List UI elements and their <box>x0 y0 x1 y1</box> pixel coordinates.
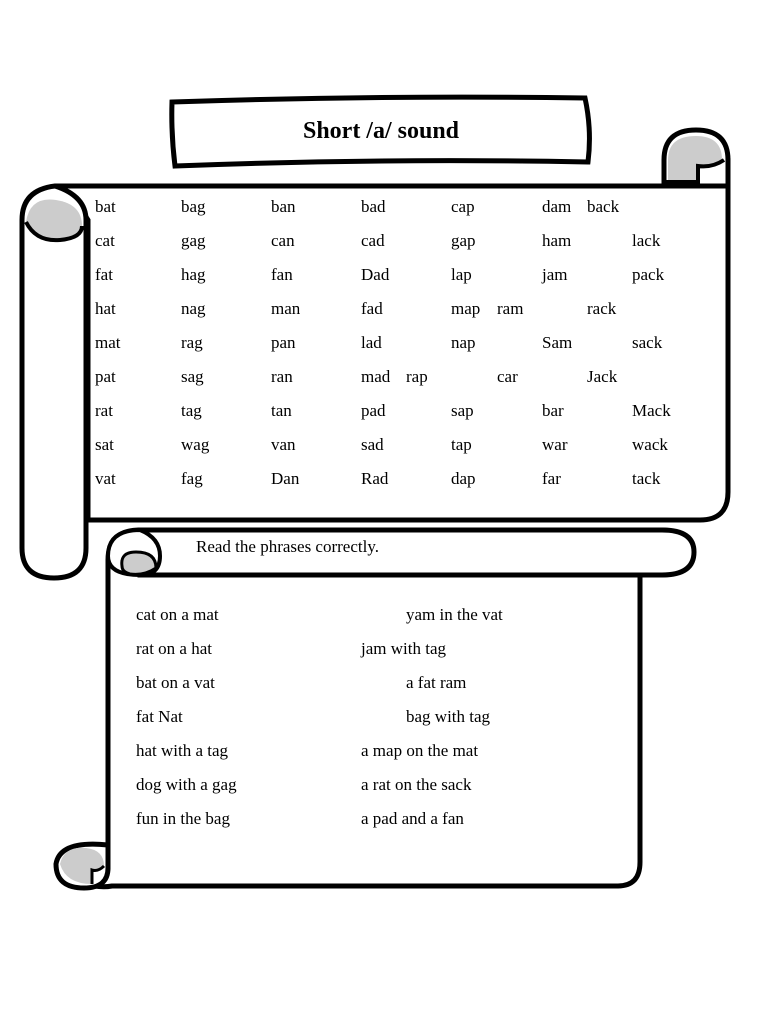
word-item: mad <box>361 367 391 386</box>
word-item: sag <box>181 367 204 386</box>
phrase-item: a fat ram <box>406 673 467 692</box>
word-item: cap <box>451 197 475 216</box>
word-item: war <box>542 435 568 454</box>
word-item: nap <box>451 333 476 352</box>
word-item: ham <box>542 231 572 250</box>
word-item: rap <box>406 367 428 386</box>
word-item: sack <box>632 333 663 352</box>
word-item: sad <box>361 435 384 454</box>
word-item: Dan <box>271 469 300 488</box>
word-item: pad <box>361 401 386 420</box>
phrase-item: cat on a mat <box>136 605 219 624</box>
word-item: map <box>451 299 481 318</box>
word-item: wack <box>632 435 668 454</box>
word-item: pat <box>95 367 116 386</box>
word-item: hat <box>95 299 116 318</box>
phrase-item: jam with tag <box>361 639 446 658</box>
word-item: lack <box>632 231 661 250</box>
phrase-item: fat Nat <box>136 707 183 726</box>
word-item: can <box>271 231 295 250</box>
word-item: back <box>587 197 620 216</box>
word-item: tag <box>181 401 202 420</box>
word-item: lap <box>451 265 472 284</box>
word-item: nag <box>181 299 206 318</box>
word-item: cat <box>95 231 115 250</box>
left-roll <box>22 186 86 578</box>
word-item: rag <box>181 333 203 352</box>
word-item: bar <box>542 401 564 420</box>
word-item: jam <box>542 265 568 284</box>
word-item: lad <box>361 333 382 352</box>
instruction-text: Read the phrases correctly. <box>196 537 379 556</box>
word-item: tap <box>451 435 472 454</box>
word-item: pack <box>632 265 665 284</box>
phrase-item: a pad and a fan <box>361 809 464 828</box>
word-item: van <box>271 435 296 454</box>
word-item: cad <box>361 231 385 250</box>
word-item: pan <box>271 333 296 352</box>
word-item: vat <box>95 469 116 488</box>
word-item: gag <box>181 231 206 250</box>
phrase-item: fun in the bag <box>136 809 230 828</box>
word-scroll-body <box>55 154 728 520</box>
phrase-item: bag with tag <box>406 707 491 726</box>
phrase-item: hat with a tag <box>136 741 229 760</box>
word-item: man <box>271 299 301 318</box>
phrase-item: a rat on the sack <box>361 775 472 794</box>
word-item: rat <box>95 401 113 420</box>
word-item: tan <box>271 401 292 420</box>
word-item: Rad <box>361 469 389 488</box>
word-item: sat <box>95 435 114 454</box>
word-item: fad <box>361 299 383 318</box>
word-item: Mack <box>632 401 671 420</box>
word-item: ban <box>271 197 296 216</box>
word-item: bad <box>361 197 386 216</box>
word-item: Jack <box>587 367 618 386</box>
word-item: far <box>542 469 561 488</box>
word-item: car <box>497 367 518 386</box>
word-item: dap <box>451 469 476 488</box>
word-item: fat <box>95 265 113 284</box>
word-item: Dad <box>361 265 390 284</box>
phrase-item: bat on a vat <box>136 673 215 692</box>
word-item: sap <box>451 401 474 420</box>
page-title: Short /a/ sound <box>302 117 460 144</box>
phrase-item: yam in the vat <box>406 605 503 624</box>
word-item: bag <box>181 197 206 216</box>
word-item: wag <box>181 435 210 454</box>
word-item: rack <box>587 299 617 318</box>
phrase-item: dog with a gag <box>136 775 237 794</box>
phrase-item: a map on the mat <box>361 741 479 760</box>
word-item: Sam <box>542 333 573 352</box>
phrase-item: rat on a hat <box>136 639 212 658</box>
word-item: ran <box>271 367 293 386</box>
word-item: dam <box>542 197 572 216</box>
word-item: gap <box>451 231 476 250</box>
word-item: hag <box>181 265 206 284</box>
word-item: fan <box>271 265 293 284</box>
word-item: fag <box>181 469 203 488</box>
word-item: ram <box>497 299 524 318</box>
word-item: bat <box>95 197 116 216</box>
word-item: mat <box>95 333 121 352</box>
word-item: tack <box>632 469 661 488</box>
